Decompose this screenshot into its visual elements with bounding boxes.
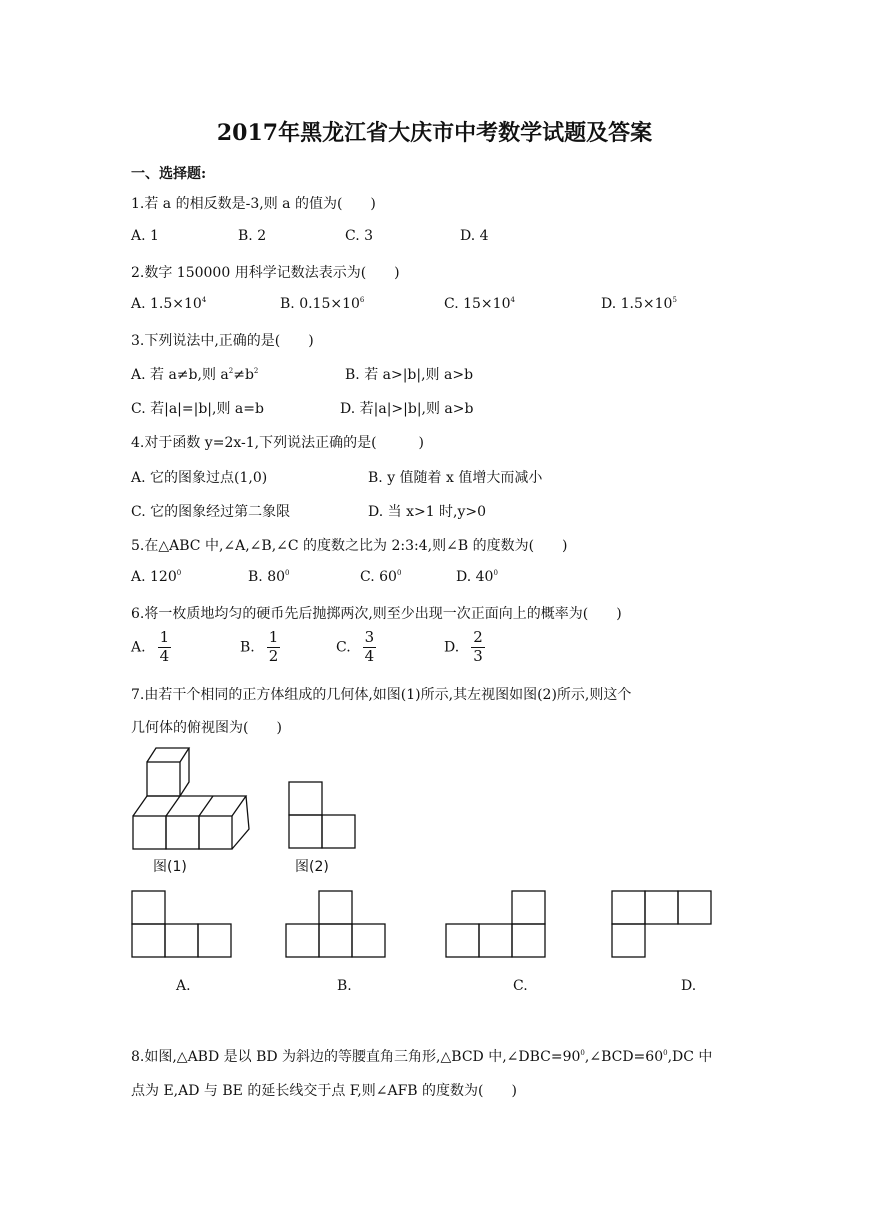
q5-option-b: B. $80^0$ <box>248 569 290 585</box>
q7-option-b-label: B. <box>337 978 352 994</box>
question-5: 5.在△ABC 中,∠A,∠B,∠C 的度数之比为 2:3:4,则∠B 的度数为( ) <box>131 538 568 554</box>
q4-option-a: A. 它的图象过点(1,0) <box>131 470 268 486</box>
question-6: 6.将一枚质地均匀的硬币先后抛掷两次,则至少出现一次正面向上的概率为( ) <box>131 606 622 622</box>
q1-option-a: A. 1 <box>131 228 159 244</box>
q2-option-b: B. $0.15\times 10^6$ <box>280 296 365 312</box>
question-4: 4.对于函数 y=2x-1,下列说法正确的是( ) <box>131 435 425 451</box>
q3-option-b: B. 若 a>|b|,则 a>b <box>345 367 474 383</box>
q5-option-c: C. $60^0$ <box>360 569 402 585</box>
question-3: 3.下列说法中,正确的是( ) <box>131 333 314 349</box>
q4-option-d: D. 当 x>1 时,y>0 <box>368 504 487 520</box>
q6-option-a: A. $\frac{1}{4}$ <box>131 628 170 665</box>
q2-option-a: A. $1.5\times 10^4$ <box>131 296 207 312</box>
page-title: 2017年黑龙江省大庆市中考数学试题及答案 <box>216 120 653 146</box>
q7-option-c-figure <box>442 887 548 959</box>
q7-option-a-label: A. <box>176 978 191 994</box>
question-7-line-1: 7.由若干个相同的正方体组成的几何体,如图(1)所示,其左视图如图(2)所示,则这个 <box>131 687 632 703</box>
q5-option-a: A. $120^0$ <box>131 569 182 585</box>
question-8-line-1: 8.如图,△ABD 是以 BD 为斜边的等腰直角三角形,△BCD 中$,\angle DBC=90^0,\angle BCD=60^0,DC$ 中 <box>131 1049 713 1065</box>
question-2: 2.数字 150000 用科学记数法表示为( ) <box>131 265 400 281</box>
figure-1-cubes <box>125 740 265 852</box>
q4-option-b: B. y 值随着 x 值增大而减小 <box>368 470 543 486</box>
q1-option-b: B. 2 <box>238 228 267 244</box>
q6-option-b: B. $\frac{1}{2}$ <box>240 628 279 665</box>
figure-2-left-view <box>285 778 359 850</box>
q2-option-d: D. $1.5\times 10^5$ <box>601 296 677 312</box>
q3-option-a: A. 若 a≠b,则 $a^2\ne b^2$ <box>131 367 259 383</box>
question-1: 1.若 a 的相反数是-3,则 a 的值为( ) <box>131 196 376 212</box>
q4-option-c: C. 它的图象经过第二象限 <box>131 504 291 520</box>
q6-option-d: D. $\frac{2}{3}$ <box>444 628 483 665</box>
q7-option-c-label: C. <box>513 978 528 994</box>
q7-option-d-label: D. <box>681 978 697 994</box>
question-8-line-2: 点为 E,AD 与 BE 的延长线交于点 F,则∠AFB 的度数为( ) <box>131 1083 517 1099</box>
figure-1-label: 图(1) <box>153 859 187 875</box>
q3-option-d: D. 若|a|>|b|,则 a>b <box>340 401 474 417</box>
q7-option-b-figure <box>282 887 388 959</box>
q2-option-c: C. $15\times 10^4$ <box>444 296 515 312</box>
section-heading: 一、选择题: <box>131 166 207 182</box>
figure-2-label: 图(2) <box>295 859 329 875</box>
q3-option-c: C. 若|a|=|b|,则 a=b <box>131 401 264 417</box>
q1-option-c: C. 3 <box>345 228 374 244</box>
q1-option-d: D. 4 <box>460 228 489 244</box>
q6-option-c: C. $\frac{3}{4}$ <box>336 628 375 665</box>
q7-option-a-figure <box>128 887 234 959</box>
q5-option-d: D. $40^0$ <box>456 569 498 585</box>
q7-option-d-figure <box>608 887 714 959</box>
question-7-line-2: 几何体的俯视图为( ) <box>131 720 282 736</box>
